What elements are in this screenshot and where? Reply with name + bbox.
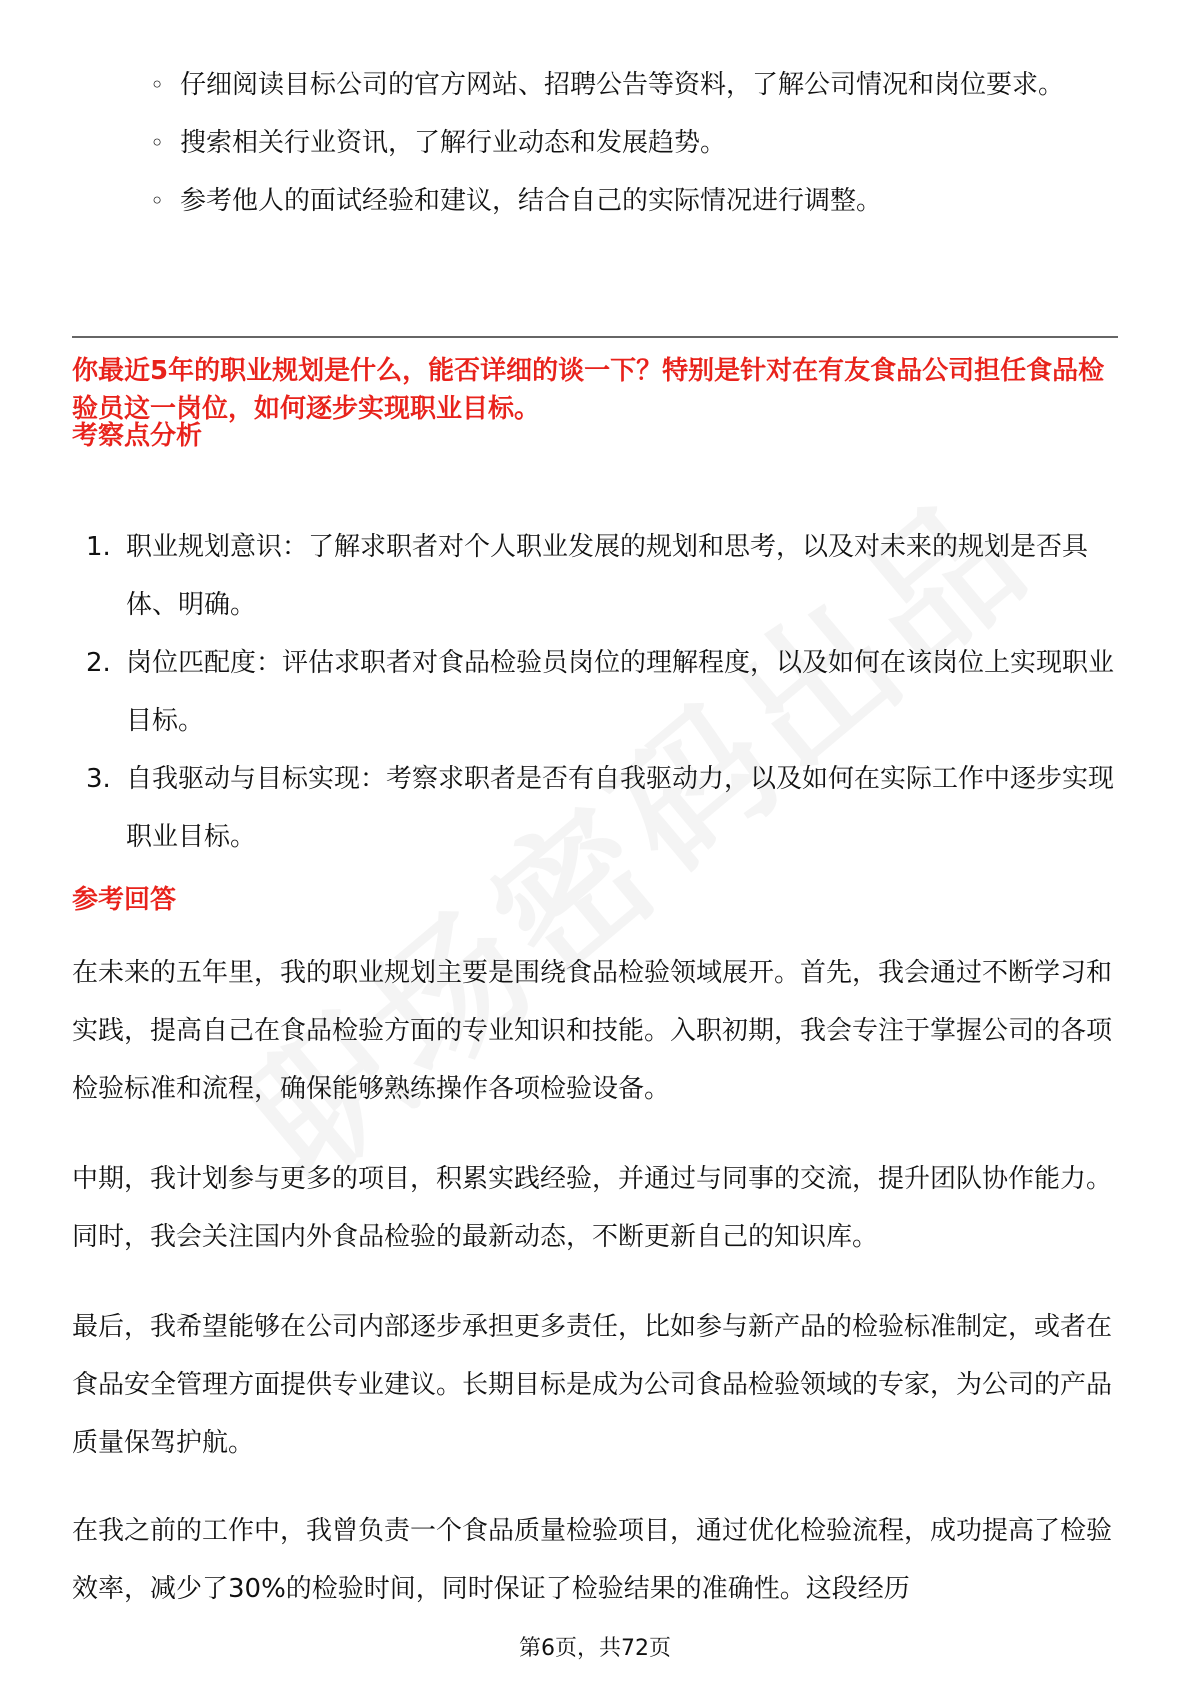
answer-paragraph: 中期，我计划参与更多的项目，积累实践经验，并通过与同事的交流，提升团队协作能力。同时，我会关注国内外食品检验的最新动态，不断更新自己的知识库。 [72,1164,1113,1252]
list-item-text: 职业规划意识：了解求职者对个人职业发展的规划和思考，以及对未来的规划是否具体、明确。 [126,532,1089,620]
bullet-marker: ◦ [150,129,165,157]
section-divider [72,336,1118,338]
list-item-text: 参考他人的面试经验和建议，结合自己的实际情况进行调整。 [180,186,883,216]
list-item [86,634,1118,750]
interview-question: 你最近5年的职业规划是什么，能否详细的谈一下？特别是针对在有友食品公司担任食品检验员这一岗位，如何逐步实现职业目标。 [72,356,1105,424]
answer-paragraph: 在未来的五年里，我的职业规划主要是围绕食品检验领域展开。首先，我会通过不断学习和实践，提高自己在食品检验方面的专业知识和技能。入职初期，我会专注于掌握公司的各项检验标准和流程，确保能够熟练操作各项检验设备。 [72,958,1113,1104]
list-number: 2. [86,648,111,678]
list-item [150,56,1118,114]
list-item-text: 搜索相关行业资讯，了解行业动态和发展趋势。 [180,128,727,158]
list-item [150,172,1118,230]
answer-paragraph: 最后，我希望能够在公司内部逐步承担更多责任，比如参与新产品的检验标准制定，或者在食品安全管理方面提供专业建议。长期目标是成为公司食品检验领域的专家，为公司的产品质量保驾护航。 [72,1312,1113,1458]
page-footer: 第6页，共72页 [519,1636,671,1661]
analysis-list [86,518,1118,866]
list-item-text: 仔细阅读目标公司的官方网站、招聘公告等资料，了解公司情况和岗位要求。 [180,70,1065,100]
analysis-heading: 考察点分析 [72,421,203,451]
list-item-text: 岗位匹配度：评估求职者对食品检验员岗位的理解程度，以及如何在该岗位上实现职业目标。 [126,648,1115,736]
list-item-text: 自我驱动与目标实现：考察求职者是否有自我驱动力，以及如何在实际工作中逐步实现职业目标。 [126,764,1115,852]
bullet-marker: ◦ [150,71,165,99]
list-number: 1. [86,532,111,562]
answer-heading: 参考回答 [72,885,177,915]
list-item [86,518,1118,634]
answer-paragraph: 在我之前的工作中，我曾负责一个食品质量检验项目，通过优化检验流程，成功提高了检验效率，减少了30%的检验时间，同时保证了检验结果的准确性。这段经历 [72,1516,1113,1604]
tips-list [150,56,1118,230]
list-item [150,114,1118,172]
list-item [86,750,1118,866]
bullet-marker: ◦ [150,187,165,215]
list-number: 3. [86,764,111,794]
